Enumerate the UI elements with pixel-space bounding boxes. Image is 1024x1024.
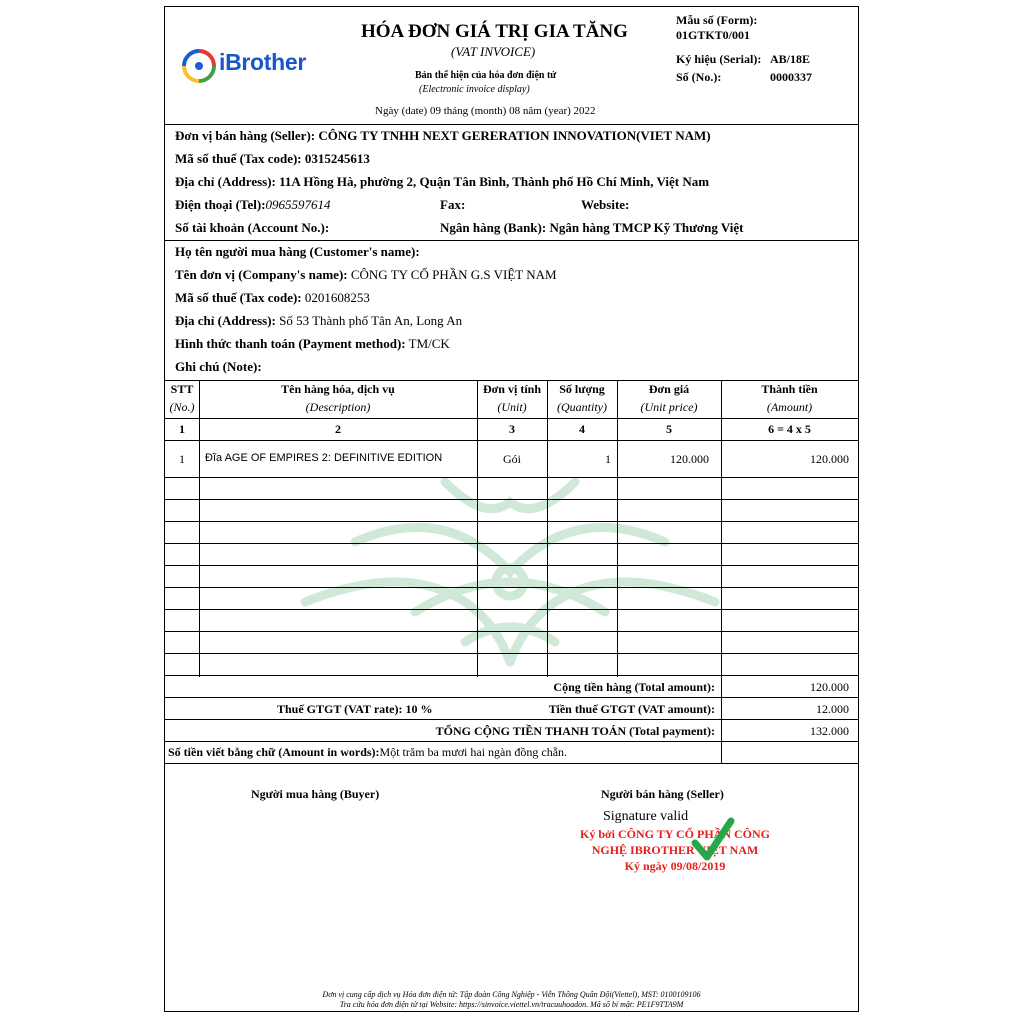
index-cell: 5 (666, 422, 672, 436)
seller-name-row (175, 128, 711, 144)
total-amount-value: 120.000 (810, 680, 849, 694)
row-amount: 120.000 (810, 452, 849, 466)
footer-provider: Đơn vị cung cấp dịch vụ Hóa đơn điện tử: Tập đoàn Công Nghiệp - Viễn Thông Quân Đội(Viettel), MST: 0100109106 (322, 990, 701, 999)
buyer-address-label: Địa chỉ (Address): (175, 313, 276, 328)
total-amount-label (465, 680, 715, 695)
seller-bank-label: Ngân hàng (Bank): (440, 220, 547, 235)
col-header-description: Tên hàng hóa, dịch vụ (281, 382, 395, 396)
seller-website-label: Website: (581, 197, 630, 212)
signed-date: Ký ngày 09/08/2019 (624, 859, 726, 873)
table-line (165, 653, 858, 654)
col-header-description-en: (Description) (305, 400, 371, 414)
buyer-payment-row (175, 336, 450, 352)
footer-lookup: Tra cứu hóa đơn điện tử tại Website: https://sinvoice.viettel.vn/tracuuhoadon. Mã số bí mật: PE1F9TTA9M (339, 1000, 684, 1009)
invoice-page (164, 6, 859, 1012)
buyer-payment-label: Hình thức thanh toán (Payment method): (175, 336, 406, 351)
index-cell: 4 (579, 422, 585, 436)
table-line (165, 477, 858, 478)
col-header-no: STT (170, 382, 194, 396)
row-description: Đĩa AGE OF EMPIRES 2: DEFINITIVE EDITION (205, 452, 443, 464)
table-line (165, 675, 858, 676)
table-line (165, 719, 858, 720)
table-line (165, 697, 858, 698)
col-header-no-en: (No.) (169, 400, 195, 414)
col-header-amount: Thành tiền (761, 382, 818, 396)
buyer-tax-label: Mã số thuế (Tax code): (175, 290, 302, 305)
table-line (165, 499, 858, 500)
seller-address-label: Địa chỉ (Address): (175, 174, 276, 189)
index-cell: 1 (179, 422, 185, 436)
buyer-address-row (175, 313, 462, 329)
buyer-tax-row (175, 290, 370, 306)
seller-bank: Ngân hàng TMCP Kỹ Thương Việt (549, 220, 744, 235)
col-header-quantity-en: (Quantity) (557, 400, 607, 414)
seller-bank-row (440, 220, 744, 236)
row-unit: Gói (503, 452, 521, 466)
index-cell: 6 = 4 x 5 (768, 422, 811, 436)
vat-amount-value: 12.000 (816, 702, 849, 716)
total-amount-label-text: Cộng tiền hàng (Total amount): (553, 680, 715, 694)
serial-label: Ký hiệu (Serial): (676, 52, 762, 66)
buyer-company-label: Tên đơn vị (Company's name): (175, 267, 348, 282)
table-line (165, 521, 858, 522)
total-payment-label: TỔNG CỘNG TIỀN THANH TOÁN (Total payment): (435, 724, 715, 738)
col-header-unit-en: (Unit) (497, 400, 527, 414)
seller-phone-label: Điện thoại (Tel): (175, 197, 266, 212)
logo-text: iBrother (219, 49, 307, 75)
row-unit-price: 120.000 (670, 452, 709, 466)
invoice-subtitle-en: (Electronic invoice display) (419, 84, 530, 95)
amount-in-words: Một trăm ba mươi hai ngàn đồng chẵn. (379, 745, 568, 759)
signed-by-line1: Ký bởi CÔNG TY CỔ PHẦN CÔNG (580, 827, 770, 841)
buyer-note-label: Ghi chú (Note): (175, 359, 262, 374)
buyer-signature-label: Người mua hàng (Buyer) (251, 787, 380, 801)
table-line (165, 609, 858, 610)
buyer-customer-label: Họ tên người mua hàng (Customer's name): (175, 244, 420, 259)
seller-signature-label: Người bán hàng (Seller) (601, 787, 724, 801)
buyer-address: Số 53 Thành phố Tân An, Long An (279, 313, 463, 328)
buyer-company: CÔNG TY CỔ PHẦN G.S VIỆT NAM (350, 267, 557, 282)
col-header-unit-price: Đơn giá (648, 382, 690, 396)
table-line (165, 440, 858, 441)
col-header-unit: Đơn vị tính (483, 382, 541, 396)
invoice-no-label: Số (No.): (676, 70, 722, 84)
index-cell: 3 (509, 422, 515, 436)
table-line (165, 418, 858, 419)
invoice-no-value: 0000337 (770, 70, 812, 84)
col-header-quantity: Số lượng (559, 382, 605, 396)
row-no: 1 (179, 452, 185, 466)
form-label: Mẫu số (Form): (676, 13, 758, 27)
table-line (165, 631, 858, 632)
total-payment-value: 132.000 (810, 724, 849, 738)
seller-address-row (175, 174, 709, 190)
signed-by-line2: NGHỆ IBROTHER VIỆT NAM (591, 843, 759, 857)
seller-account-label: Số tài khoản (Account No.): (175, 220, 330, 235)
watermark-ornament-icon (295, 462, 725, 677)
form-value: 01GTKT0/001 (676, 28, 751, 42)
table-line (165, 543, 858, 544)
invoice-title: HÓA ĐƠN GIÁ TRỊ GIA TĂNG (361, 21, 628, 42)
seller-name-label: Đơn vị bán hàng (Seller): (175, 128, 316, 143)
seller-tax-label: Mã số thuế (Tax code): (175, 151, 302, 166)
seller-tax-row (175, 151, 370, 167)
table-line (165, 587, 858, 588)
col-header-amount-en: (Amount) (766, 400, 813, 414)
divider (165, 124, 858, 125)
checkmark-icon (691, 817, 735, 863)
table-line (165, 565, 858, 566)
seller-tax: 0315245613 (304, 151, 370, 166)
seller-phone-row (175, 197, 331, 213)
table-line (165, 380, 858, 381)
logo-ring-icon (181, 48, 217, 84)
invoice-title-en: (VAT INVOICE) (451, 44, 536, 59)
vat-rate-label: Thuế GTGT (VAT rate): 10 % (277, 702, 433, 716)
amount-in-words-row (168, 745, 567, 760)
seller-fax-label: Fax: (440, 197, 466, 212)
col-header-unit-price-en: (Unit price) (640, 400, 698, 414)
table-line (165, 741, 858, 742)
seller-name: CÔNG TY TNHH NEXT GERERATION INNOVATION(VIET NAM) (318, 128, 711, 143)
table-line (165, 763, 858, 764)
serial-value: AB/18E (770, 52, 811, 66)
ibrother-logo (181, 45, 321, 89)
invoice-date: Ngày (date) 09 tháng (month) 08 năm (year) 2022 (375, 105, 596, 117)
divider (165, 240, 858, 241)
row-quantity: 1 (605, 452, 611, 466)
invoice-subtitle: Bản thể hiện của hóa đơn điện tử (415, 70, 557, 81)
buyer-tax: 0201608253 (304, 290, 370, 305)
index-cell: 2 (335, 422, 341, 436)
seller-address: 11A Hồng Hà, phường 2, Quận Tân Bình, Thành phố Hồ Chí Minh, Việt Nam (279, 174, 710, 189)
amount-in-words-label: Số tiền viết bằng chữ (Amount in words): (168, 745, 380, 759)
buyer-payment: TM/CK (408, 336, 450, 351)
signature-valid-text: Signature valid (603, 809, 689, 824)
buyer-company-row (175, 267, 557, 283)
seller-phone: 0965597614 (265, 197, 331, 212)
vat-amount-label: Tiền thuế GTGT (VAT amount): (548, 702, 715, 716)
